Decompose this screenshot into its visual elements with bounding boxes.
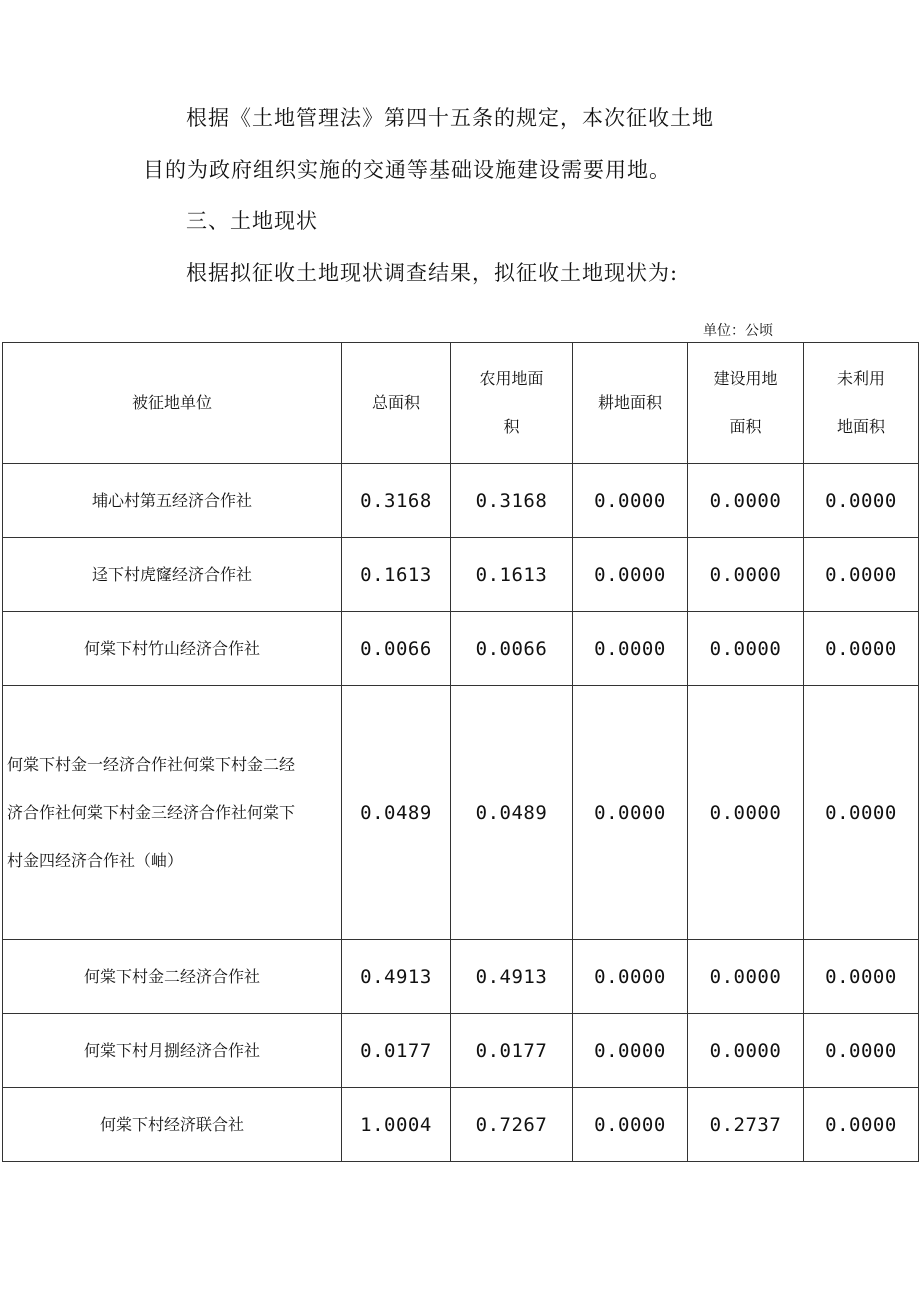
arable-cell: 0.0000 (573, 538, 688, 612)
agri-cell: 0.3168 (451, 464, 573, 538)
construction-cell: 0.0000 (688, 1014, 804, 1088)
table-row (3, 940, 919, 1014)
unit-cell: 何棠下村金二经济合作社 (3, 940, 342, 1014)
arable-cell: 0.0000 (573, 1088, 688, 1162)
land-status-table (2, 342, 919, 1162)
unused-cell: 0.0000 (804, 940, 919, 1014)
agri-cell: 0.1613 (451, 538, 573, 612)
total-cell: 0.0489 (342, 686, 451, 940)
header-total-area: 总面积 (342, 343, 451, 464)
unused-cell: 0.0000 (804, 464, 919, 538)
header-construction-area: 建设用地 面积 (688, 343, 804, 464)
unit-cell: 何棠下村月捌经济合作社 (3, 1014, 342, 1088)
header-agricultural-area: 农用地面 积 (451, 343, 573, 464)
unused-cell: 0.0000 (804, 612, 919, 686)
unit-cell (3, 686, 342, 940)
table-row (3, 538, 919, 612)
construction-cell: 0.0000 (688, 538, 804, 612)
arable-cell: 0.0000 (573, 612, 688, 686)
unit-cell-line-2: 济合作社何棠下村金三经济合作社何棠下 (7, 802, 296, 822)
unit-label: 单位：公顷 (703, 323, 773, 339)
unused-cell: 0.0000 (804, 1088, 919, 1162)
arable-cell: 0.0000 (573, 464, 688, 538)
paragraph-survey-intro: 根据拟征收土地现状调查结果，拟征收土地现状为: (186, 261, 679, 285)
total-cell: 0.0177 (342, 1014, 451, 1088)
agri-cell: 0.7267 (451, 1088, 573, 1162)
table-header-row (3, 343, 919, 464)
unit-cell: 迳下村虎窿经济合作社 (3, 538, 342, 612)
agri-cell: 0.0177 (451, 1014, 573, 1088)
unit-cell-line-1: 何棠下村金一经济合作社何棠下村金二经 (7, 754, 296, 774)
agri-cell: 0.4913 (451, 940, 573, 1014)
construction-cell: 0.2737 (688, 1088, 804, 1162)
unit-cell: 何棠下村经济联合社 (3, 1088, 342, 1162)
table-row (3, 612, 919, 686)
unit-cell-line-3: 村金四经济合作社（岫） (7, 850, 184, 870)
arable-cell: 0.0000 (573, 686, 688, 940)
total-cell: 0.4913 (342, 940, 451, 1014)
header-arable-area: 耕地面积 (573, 343, 688, 464)
paragraph-legal-basis: 根据《土地管理法》第四十五条的规定，本次征收土地 (186, 106, 714, 130)
construction-cell: 0.0000 (688, 464, 804, 538)
construction-cell: 0.0000 (688, 686, 804, 940)
total-cell: 0.0066 (342, 612, 451, 686)
table-row (3, 1014, 919, 1088)
section-heading-land-status: 三、土地现状 (186, 209, 318, 233)
paragraph-purpose: 目的为政府组织实施的交通等基础设施建设需要用地。 (143, 158, 671, 182)
table-row (3, 464, 919, 538)
table-row (3, 1088, 919, 1162)
agri-cell: 0.0066 (451, 612, 573, 686)
unused-cell: 0.0000 (804, 1014, 919, 1088)
agri-cell: 0.0489 (451, 686, 573, 940)
construction-cell: 0.0000 (688, 940, 804, 1014)
unused-cell: 0.0000 (804, 538, 919, 612)
header-unit: 被征地单位 (3, 343, 342, 464)
arable-cell: 0.0000 (573, 940, 688, 1014)
table-row (3, 686, 919, 940)
unused-cell: 0.0000 (804, 686, 919, 940)
arable-cell: 0.0000 (573, 1014, 688, 1088)
unit-cell: 何棠下村竹山经济合作社 (3, 612, 342, 686)
unit-cell: 埔心村第五经济合作社 (3, 464, 342, 538)
header-unused-area: 未利用 地面积 (804, 343, 919, 464)
total-cell: 1.0004 (342, 1088, 451, 1162)
construction-cell: 0.0000 (688, 612, 804, 686)
total-cell: 0.1613 (342, 538, 451, 612)
total-cell: 0.3168 (342, 464, 451, 538)
